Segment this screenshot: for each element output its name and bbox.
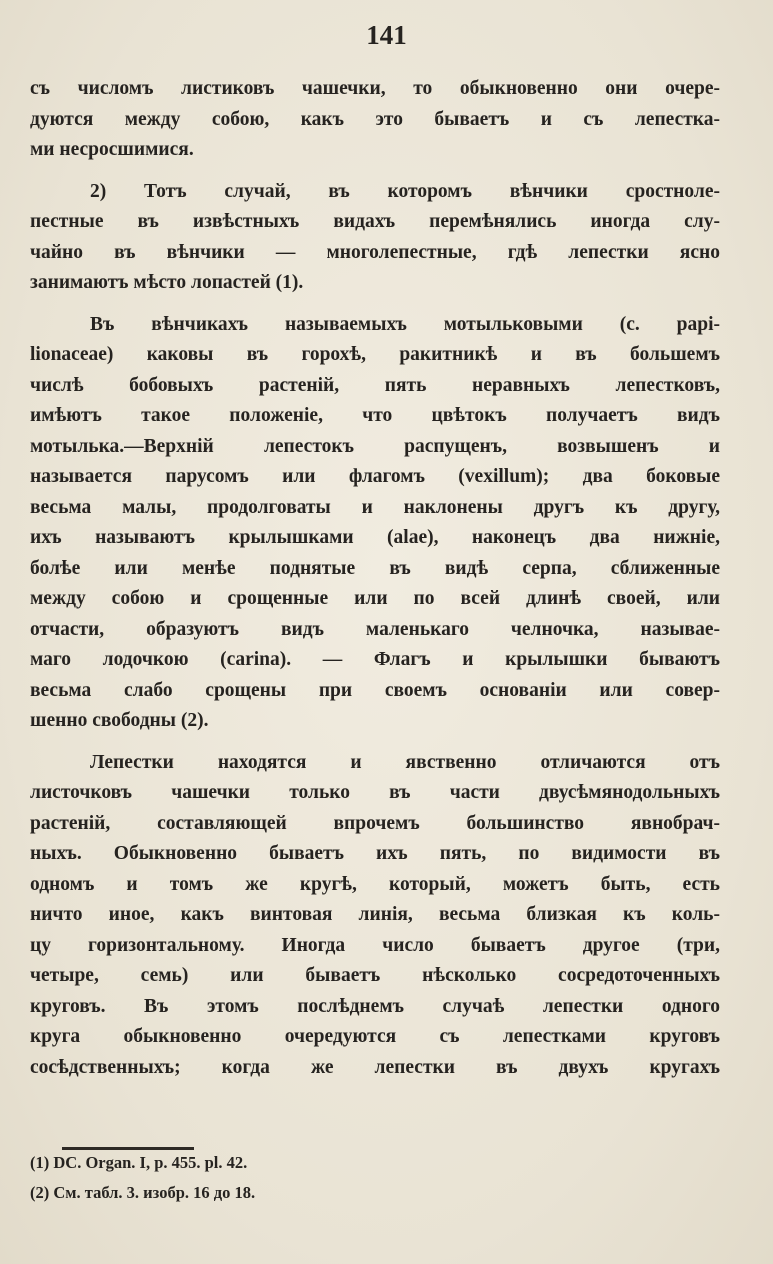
text-line: Лепестки находятся и явственно отличаются отъ: [90, 751, 720, 773]
text-line: болѣе или менѣе поднятые въ видѣ серпа, сближенные: [30, 557, 720, 579]
text-line: весьма слабо срощены при своемъ основаніи или совер-: [30, 679, 720, 701]
text-line: между собою и срощенные или по всей длинѣ своей, или: [30, 588, 720, 609]
text-line: одномъ и томъ же кругѣ, который, можетъ быть, есть: [30, 873, 720, 895]
text-line: маго лодочкою (carina). — Флагъ и крылышки бываютъ: [30, 649, 720, 670]
text-line: круговъ. Въ этомъ послѣднемъ случаѣ лепестки одного: [30, 995, 720, 1017]
footnote: (2) См. табл. 3. изобр. 16 до 18.: [30, 1183, 256, 1202]
text-line: шенно свободны (2).: [30, 710, 209, 731]
text-line: чайно въ вѣнчики — многолепестные, гдѣ лепестки ясно: [30, 241, 720, 263]
text-line: ми несросшимися.: [30, 139, 194, 160]
text-line: 2) Тотъ случай, въ которомъ вѣнчики сростноле-: [90, 180, 720, 202]
text-line: дуются между собою, какъ это бываетъ и съ лепестка-: [30, 108, 720, 130]
text-line: имѣютъ такое положеніе, что цвѣтокъ получаетъ видъ: [30, 405, 720, 426]
footnote: (1) DC. Organ. I, p. 455. pl. 42.: [30, 1153, 248, 1172]
text-line: четыре, семь) или бываетъ нѣсколько сосредоточенныхъ: [30, 965, 720, 986]
text-line: съ числомъ листиковъ чашечки, то обыкновенно они очере-: [30, 78, 720, 99]
text-line: листочковъ чашечки только въ части двусѣмянодольныхъ: [30, 782, 720, 803]
page-number: 141: [366, 20, 407, 50]
text-line: Въ вѣнчикахъ называемыхъ мотыльковыми (c. papi-: [90, 313, 720, 335]
text-line: мотылька.—Верхній лепестокъ распущенъ, возвышенъ и: [30, 435, 720, 457]
text-line: цу горизонтальному. Иногда число бываетъ другое (три,: [30, 934, 720, 956]
text-line: занимаютъ мѣсто лопастей (1).: [30, 272, 304, 293]
text-line: сосѣдственныхъ; когда же лепестки въ двухъ кругахъ: [30, 1056, 720, 1078]
text-line: ничто иное, какъ винтовая линія, весьма близкая къ коль-: [30, 904, 720, 925]
text-line: lionaceae) каковы въ горохѣ, ракитникѣ и въ большемъ: [30, 344, 720, 365]
text-line: отчасти, образуютъ видъ маленькаго челночка, называе-: [30, 618, 720, 640]
body-text: [30, 74, 720, 1083]
text-line: ихъ называютъ крылышками (alae), наконецъ два нижніе,: [30, 527, 720, 548]
text-line: ныхъ. Обыкновенно бываетъ ихъ пять, по видимости въ: [30, 843, 720, 864]
text-line: называется парусомъ или флагомъ (vexillum); два боковые: [30, 466, 720, 487]
text-line: числѣ бобовыхъ растеній, пять неравныхъ лепестковъ,: [30, 374, 720, 396]
text-line: растеній, составляющей впрочемъ большинство явнобрач-: [30, 812, 720, 834]
footnotes: [30, 1148, 730, 1208]
text-line: круга обыкновенно очередуются съ лепестками круговъ: [30, 1026, 720, 1047]
text-line: весьма малы, продолговаты и наклонены другъ къ другу,: [30, 496, 720, 518]
text-line: пестные въ извѣстныхъ видахъ перемѣнялись иногда слу-: [30, 211, 720, 232]
